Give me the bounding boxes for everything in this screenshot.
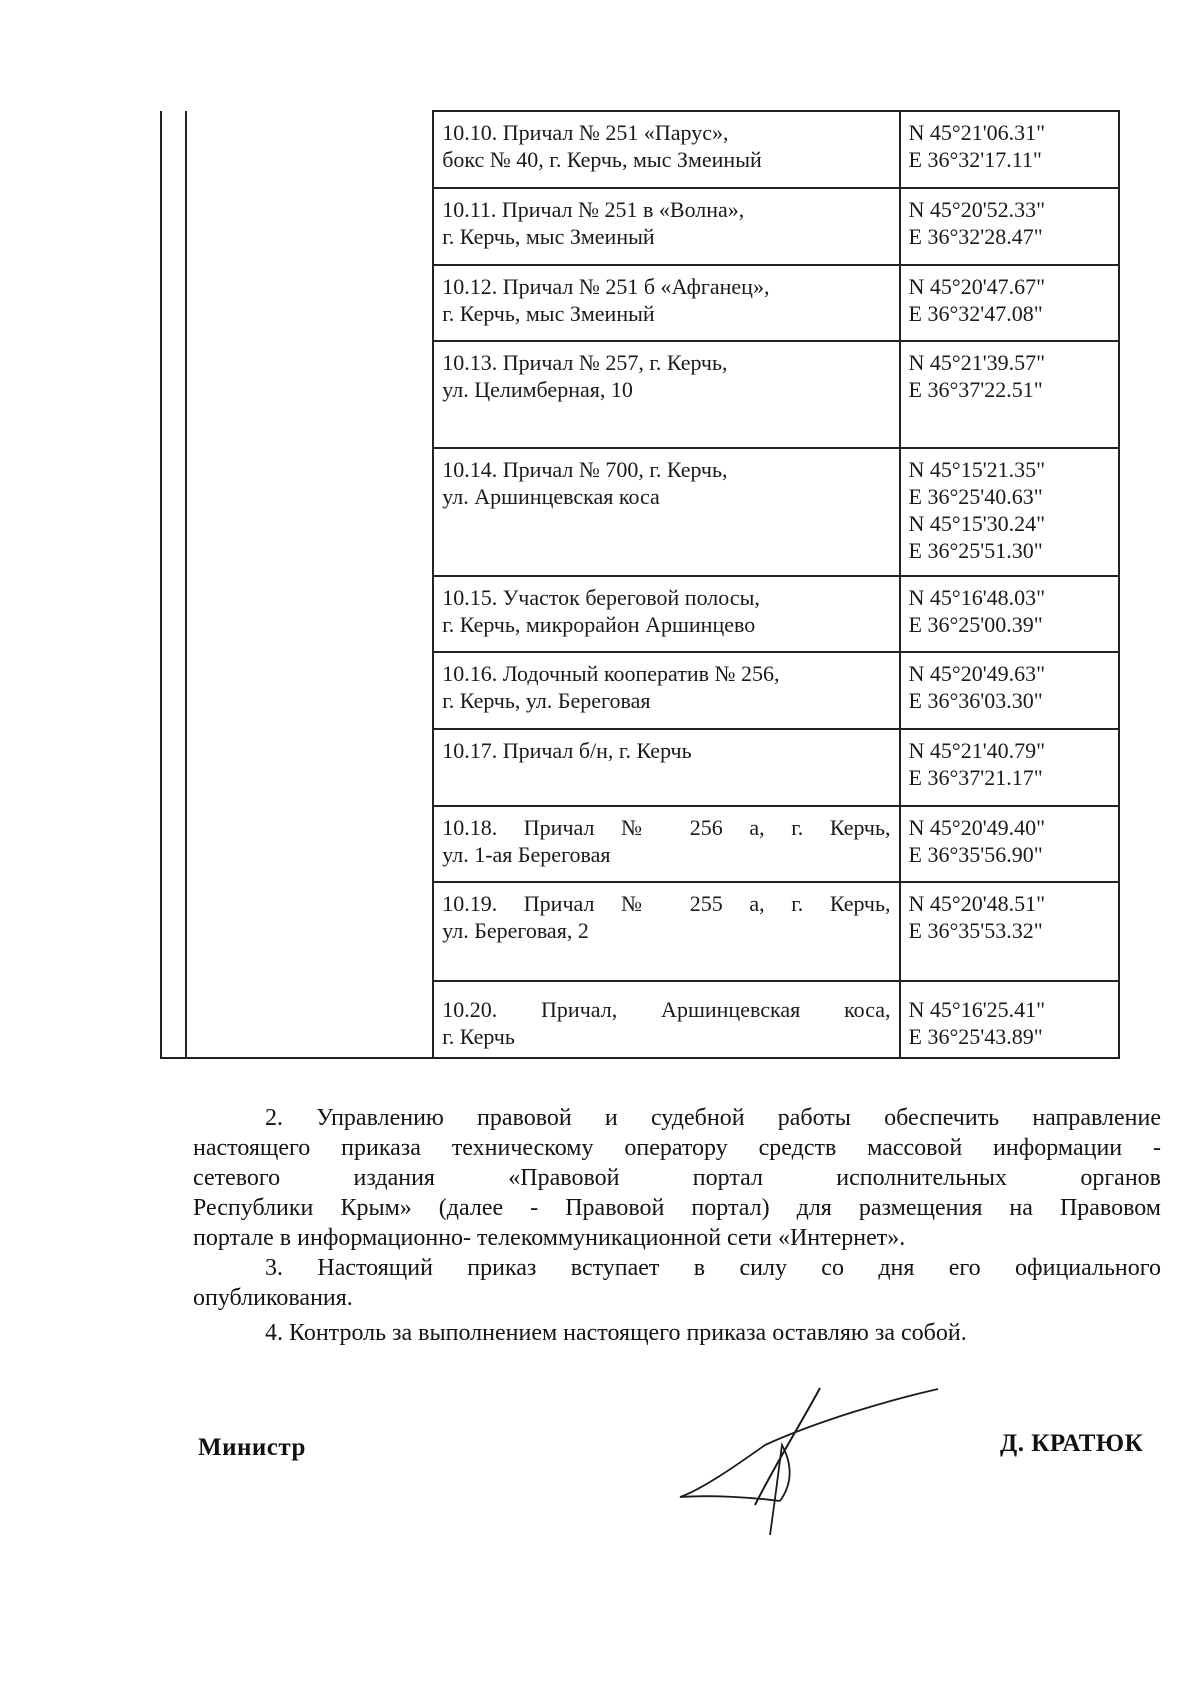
latitude: N 45°20'49.63" [908,661,1046,686]
latitude: N 45°15'21.35" [908,457,1046,482]
location-address: ул. Береговая, 2 [442,918,589,943]
table-row [161,188,1119,265]
location-cell [433,188,899,265]
location-cell [433,981,899,1058]
latitude: N 45°20'52.33" [908,197,1046,222]
latitude: N 45°20'47.67" [908,274,1046,299]
empty-cell [186,448,433,576]
clause-3-line: опубликования. [193,1285,353,1311]
longitude: E 36°37'22.51" [908,377,1043,402]
empty-cell [161,652,186,729]
empty-cell [186,652,433,729]
empty-cell [161,576,186,652]
location-cell [433,652,899,729]
location-address: ул. 1-ая Береговая [442,842,611,867]
coordinates-cell [900,981,1119,1058]
location-address: ул. Аршинцевская коса [442,484,660,509]
table-row [161,652,1119,729]
location-name: 10.19. Причал № 255 а, г. Керчь, [442,891,891,916]
location-address: бокс № 40, г. Керчь, мыс Змеиный [442,147,762,172]
signatory-name: Д. КРАТЮК [1000,1430,1144,1457]
latitude: N 45°21'39.57" [908,350,1046,375]
location-address: г. Керчь, ул. Береговая [442,688,651,713]
location-cell [433,448,899,576]
empty-cell [186,341,433,448]
empty-cell [186,265,433,341]
empty-cell [186,806,433,882]
location-name: 10.15. Участок береговой полосы, [442,585,760,610]
location-name: 10.18. Причал № 256 а, г. Керчь, [442,815,891,840]
longitude: E 36°32'17.11" [908,147,1042,172]
latitude: N 45°16'25.41" [908,997,1046,1022]
clause-2-line: сетевого издания «Правовой портал исполнительных органов [193,1165,1161,1191]
empty-cell [186,729,433,806]
location-name: 10.12. Причал № 251 б «Афганец», [442,274,770,299]
clause-2-line: 2. Управлению правовой и судебной работы обеспечить направление [265,1105,1161,1131]
order-clauses [193,1103,1161,1348]
location-name: 10.17. Причал б/н, г. Керчь [442,738,692,763]
location-cell [433,111,899,188]
empty-cell [161,188,186,265]
latitude: N 45°16'48.03" [908,585,1046,610]
location-name: 10.11. Причал № 251 в «Волна», [442,197,745,222]
clause-2-line: настоящего приказа техническому оператору средств массовой информации - [193,1135,1161,1161]
empty-cell [186,882,433,981]
clause-3-line: 3. Настоящий приказ вступает в силу со дня его официального [265,1255,1161,1281]
longitude: E 36°25'43.89" [908,1024,1043,1049]
empty-cell [161,882,186,981]
coordinates-cell [900,341,1119,448]
location-cell [433,882,899,981]
coordinates-cell [900,111,1119,188]
empty-cell [186,188,433,265]
table-row [161,882,1119,981]
location-cell [433,729,899,806]
coordinates-cell [900,265,1119,341]
empty-cell [161,806,186,882]
empty-cell [161,341,186,448]
empty-cell [161,111,186,188]
clause-2-line: портале в информационно- телекоммуникационной сети «Интернет». [193,1225,906,1251]
empty-cell [161,981,186,1058]
location-cell [433,576,899,652]
empty-cell [161,448,186,576]
coordinates-table [160,110,1120,1059]
longitude: E 36°32'28.47" [908,224,1043,249]
location-name: 10.14. Причал № 700, г. Керчь, [442,457,728,482]
latitude: N 45°20'48.51" [908,891,1046,916]
clause-4: 4. Контроль за выполнением настоящего приказа оставляю за собой. [265,1320,967,1346]
latitude: N 45°20'49.40" [908,815,1046,840]
handwritten-signature [670,1385,940,1540]
empty-cell [161,265,186,341]
empty-cell [186,981,433,1058]
location-cell [433,265,899,341]
location-cell [433,806,899,882]
table-row [161,576,1119,652]
empty-cell [186,576,433,652]
location-address: г. Керчь, мыс Змеиный [442,224,655,249]
empty-cell [186,111,433,188]
table-row [161,341,1119,448]
table-row [161,981,1119,1058]
table-row [161,729,1119,806]
coordinates-cell [900,806,1119,882]
clause-2-line: Республики Крым» (далее - Правовой портал) для размещения на Правовом [193,1195,1161,1221]
location-address: г. Керчь, микрорайон Аршинцево [442,612,756,637]
longitude: E 36°25'40.63" [908,484,1043,509]
location-address: ул. Целимберная, 10 [442,377,633,402]
table-row [161,111,1119,188]
location-address: г. Керчь [442,1024,515,1049]
location-name: 10.20. Причал, Аршинцевская коса, [442,997,891,1022]
latitude: N 45°21'06.31" [908,120,1046,145]
coordinates-cell [900,652,1119,729]
coordinates-cell [900,188,1119,265]
location-name: 10.16. Лодочный кооператив № 256, [442,661,780,686]
latitude: N 45°15'30.24" [908,511,1046,536]
longitude: E 36°25'51.30" [908,538,1043,563]
location-name: 10.13. Причал № 257, г. Керчь, [442,350,728,375]
location-address: г. Керчь, мыс Змеиный [442,301,655,326]
table-row [161,806,1119,882]
table-row [161,265,1119,341]
longitude: E 36°37'21.17" [908,765,1043,790]
location-name: 10.10. Причал № 251 «Парус», [442,120,729,145]
signatory-title: Министр [198,1434,306,1461]
coordinates-cell [900,882,1119,981]
coordinates-cell [900,729,1119,806]
longitude: E 36°36'03.30" [908,688,1043,713]
longitude: E 36°32'47.08" [908,301,1043,326]
location-cell [433,341,899,448]
longitude: E 36°35'53.32" [908,918,1043,943]
longitude: E 36°25'00.39" [908,612,1043,637]
table-row [161,448,1119,576]
coordinates-cell [900,448,1119,576]
longitude: E 36°35'56.90" [908,842,1043,867]
empty-cell [161,729,186,806]
latitude: N 45°21'40.79" [908,738,1046,763]
coordinates-cell [900,576,1119,652]
